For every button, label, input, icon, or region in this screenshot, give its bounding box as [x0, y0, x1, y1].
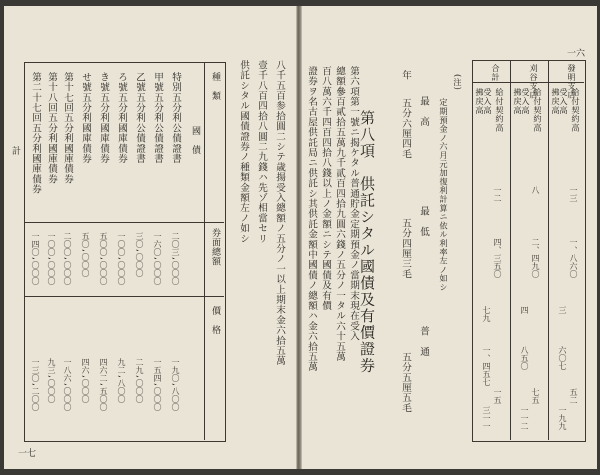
row-9-face: 一四〇,〇〇〇: [31, 232, 40, 285]
row-9-name: 第二十七回五分利國庫債券: [30, 72, 41, 195]
row-8-price: 九三,〇〇〇: [47, 358, 56, 403]
note-line-1: 定期預金ノ六月元加復利計算ニ依ル利率左ノ如シ: [439, 98, 449, 292]
branch-col-line-2: [548, 60, 549, 440]
rate-header-high: 最 高: [418, 96, 429, 127]
header-kind: 種 類: [210, 72, 220, 101]
branch-2-aux-3: 七五: [531, 388, 540, 404]
row-1-face: 二〇三,〇〇〇: [171, 232, 180, 285]
row-2-name: 甲號五分利公債證書: [152, 72, 163, 164]
body-line-1: 第六項第一號ニ揭ケタル普通貯金定期預金ノ當期末現在受入: [348, 66, 359, 342]
branch-1-label-2: 受入高: [559, 88, 569, 115]
branch-2-value-3: 一一二: [520, 406, 529, 430]
header-face: 券面總額: [210, 228, 220, 267]
header-column-line: [204, 62, 205, 440]
branch-2-label-3: 拂戻高: [513, 88, 523, 115]
left-page: [4, 6, 297, 469]
row-2-face: 一六〇,〇〇〇: [153, 232, 162, 285]
rate-normal-value: 五分五厘五毛: [400, 352, 411, 414]
branch-2-label-1: 給付契約高: [533, 88, 543, 132]
branch-1-value-2: 六〇七: [558, 346, 567, 370]
branch-3-aux-1: 一二: [493, 186, 502, 202]
row-3-name: 乙號五分利公債證書: [134, 72, 145, 164]
body-line-3: 百八萬六千四百四拾八錢以上ノ金額ニシテ國債及有價: [320, 66, 331, 311]
table-divider-1: [24, 222, 224, 223]
row-9-price: 一三〇,二〇〇: [31, 358, 40, 411]
row-8-face: 一〇〇,〇〇〇: [47, 232, 56, 285]
intro-line-2: 壹千八百四拾八圓二九錢ハ先ゾ相當セリ: [256, 60, 267, 244]
branch-3-aux-2: 七九: [482, 306, 491, 322]
body-line-4: 證券ヲ名古屋供託局ニ供託シ其供託金額中國債ノ總額ハ金六拾五萬: [306, 66, 317, 372]
branch-2-value-2: 八五〇: [520, 346, 529, 370]
branch-col-3: 合計: [491, 64, 501, 82]
branch-3-value-3: 三一一: [482, 406, 491, 430]
intro-line-3: 供託シタル國債證券ノ種類金額左ノ如シ: [238, 60, 249, 244]
branch-3-aux-3: 一五: [493, 388, 502, 404]
row-4-price: 九二,八〇〇: [117, 358, 126, 403]
row-4-name: ろ號五分利國庫債券: [116, 72, 127, 164]
branch-2-value-1: 二、四九〇: [531, 238, 540, 278]
branch-2-aux-1: 八: [531, 186, 540, 194]
branch-col-2: 刈谷支店: [529, 64, 539, 100]
body-line-2: 總額參百貳拾五萬九千貳百四拾九圓六錢ノ五分ノ一タル六十五萬: [334, 66, 345, 362]
branch-1-aux-3: 五二: [569, 388, 578, 404]
rate-header-normal: 普 通: [418, 326, 429, 357]
rate-low-value: 五分四厘三毛: [400, 218, 411, 280]
row-6-face: 五〇,〇〇〇: [81, 232, 90, 277]
section-heading: 第八項 供託シタル國債及有價證券: [358, 110, 376, 374]
right-page-number: 一六: [566, 49, 585, 59]
branch-col-line-1: [510, 60, 511, 440]
branch-3-label-2: 受入高: [483, 88, 493, 115]
row-6-price: 四六,〇〇〇: [81, 358, 90, 403]
branch-3-value-2: 一、四五七: [482, 346, 491, 386]
row-8-name: 第十八回五分利國庫債券: [46, 72, 57, 185]
row-5-name: き號五分利國庫債券: [98, 72, 109, 164]
branch-1-value-3: 一九九: [558, 406, 567, 430]
rate-row-label: 年: [400, 70, 411, 81]
row-7-price: 一八六,〇〇〇: [63, 358, 72, 411]
header-price: 價 格: [210, 306, 220, 335]
row-1-price: 一九〇,八〇〇: [171, 358, 180, 411]
branch-3-label-1: 給付契約高: [495, 88, 505, 132]
branch-1-label-3: 拂戻高: [551, 88, 561, 115]
row-5-price: 四六二,五〇〇: [99, 358, 108, 411]
branch-col-1: 發明支店: [567, 64, 577, 100]
row-5-face: 五〇〇,〇〇〇: [99, 232, 108, 285]
right-page: [301, 6, 597, 469]
branch-1-label-1: 給付契約高: [571, 88, 581, 132]
row-7-face: 二〇〇,〇〇〇: [63, 232, 72, 285]
row-4-face: 一〇〇,〇〇〇: [117, 232, 126, 285]
branch-1-aux-2: 三: [558, 306, 567, 314]
branch-3-value-1: 四、三五〇: [493, 238, 502, 278]
branch-2-aux-2: 四: [520, 306, 529, 314]
row-6-name: せ號五分利國庫債券: [80, 72, 91, 164]
row-3-price: 二九,〇〇〇: [135, 358, 144, 403]
branch-3-label-3: 拂戻高: [475, 88, 485, 115]
branch-1-value-1: 一、八六〇: [569, 238, 578, 278]
note-marker: (注): [453, 74, 463, 91]
subheader-kokusai: 國 債: [190, 126, 200, 155]
row-2-price: 一五四,〇〇〇: [153, 358, 162, 411]
row-1-name: 特別五分利公債證書: [170, 72, 181, 164]
branch-1-aux-1: 一三: [569, 186, 578, 202]
rate-high-value: 五分六厘四毛: [400, 98, 411, 160]
left-page-number: 一七: [18, 449, 37, 459]
total-label: 計: [10, 146, 20, 156]
intro-line-1: 八千五百参拾圓二シテ歳揚受入總額ノ五分ノ一以上期末金六拾五萬: [274, 60, 285, 366]
row-3-face: 三〇,〇〇〇: [135, 232, 144, 277]
row-7-name: 第十七回五分利國庫債券: [62, 72, 73, 185]
table-divider-2: [24, 296, 224, 297]
branch-2-label-2: 受入高: [521, 88, 531, 115]
rate-header-low: 最 低: [418, 206, 429, 237]
